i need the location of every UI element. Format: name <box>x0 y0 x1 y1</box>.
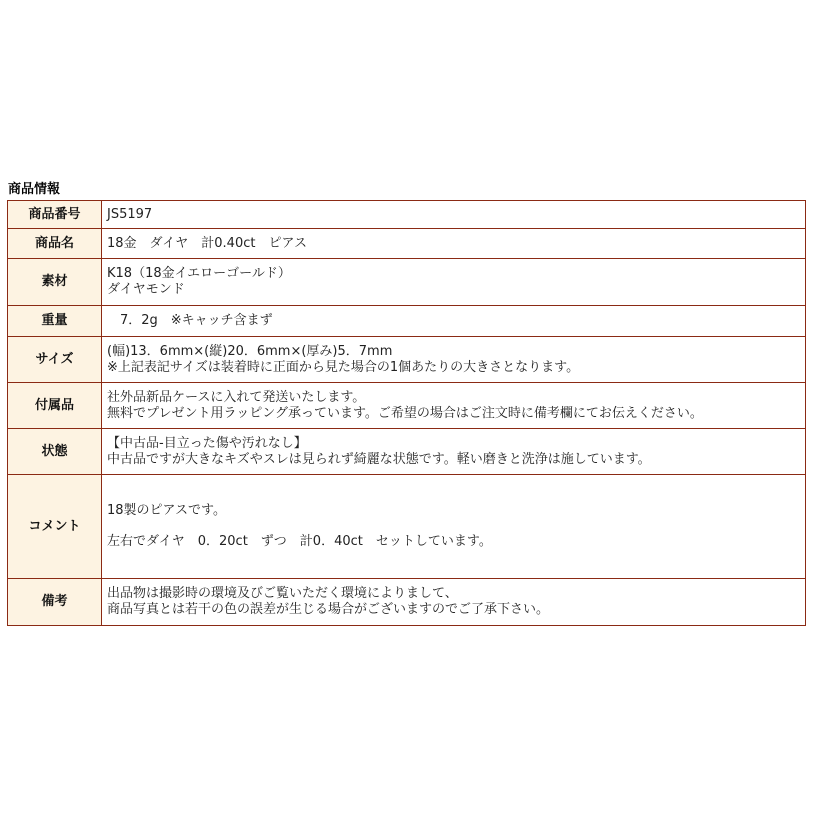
value-line: K18（18金イエローゴールド） <box>107 266 291 281</box>
row-label: コメント <box>8 475 102 579</box>
table-row-product-number <box>8 201 806 229</box>
row-value <box>102 383 806 429</box>
value-line: (幅)13．6mm×(縦)20．6mm×(厚み)5．7mm <box>107 343 393 359</box>
value-line: 出品物は撮影時の環境及びご覧いただく環境によりまして、 <box>107 586 458 601</box>
row-value <box>102 475 806 579</box>
table-row-condition <box>8 429 806 475</box>
row-label: 重量 <box>8 306 102 337</box>
row-value <box>102 429 806 475</box>
blank-line <box>107 519 800 534</box>
table-row-weight <box>8 306 806 337</box>
row-value <box>102 579 806 626</box>
value-line: 商品写真とは若干の色の誤差が生じる場合がございますのでご了承下さい。 <box>107 602 550 617</box>
row-label: 素材 <box>8 259 102 306</box>
table-row-remarks <box>8 579 806 626</box>
row-value <box>102 306 806 337</box>
table-row-comment <box>8 475 806 579</box>
value-line: 無料でプレゼント用ラッピング承っています。ご希望の場合はご注文時に備考欄にてお伝えください。 <box>107 405 703 421</box>
value-line: 中古品ですが大きなキズやスレは見られず綺麗な状態です。軽い磨きと洗浄は施しています。 <box>107 451 651 467</box>
row-value <box>102 229 806 259</box>
value-line: 18製のピアスです。 <box>107 503 226 518</box>
table-row-material <box>8 259 806 306</box>
row-value <box>102 259 806 306</box>
value-line: 社外品新品ケースに入れて発送いたします。 <box>107 389 366 405</box>
value-line: 左右でダイヤ 0．20ct ずつ 計0．40ct セットしています。 <box>107 534 492 549</box>
product-info-table <box>7 200 806 626</box>
section-title: 商品情報 <box>8 182 61 197</box>
row-label: 商品番号 <box>8 201 102 229</box>
value-line: ダイヤモンド <box>107 282 185 297</box>
value-line: 7．2g ※キャッチ含まず <box>107 313 273 328</box>
table-row-size <box>8 337 806 383</box>
table-row-accessories <box>8 383 806 429</box>
row-label: 状態 <box>8 429 102 475</box>
row-label: 付属品 <box>8 383 102 429</box>
row-value <box>102 337 806 383</box>
value-line: ※上記表記サイズは装着時に正面から見た場合の1個あたりの大きさとなります。 <box>107 359 580 375</box>
value-line: 【中古品-目立った傷や汚れなし】 <box>107 435 307 451</box>
row-label: サイズ <box>8 337 102 383</box>
row-label: 商品名 <box>8 229 102 259</box>
table-row-product-name <box>8 229 806 259</box>
value-line: 18金 ダイヤ 計0.40ct ピアス <box>107 235 307 251</box>
row-value <box>102 201 806 229</box>
row-label: 備考 <box>8 579 102 626</box>
value-line: JS5197 <box>107 206 153 222</box>
